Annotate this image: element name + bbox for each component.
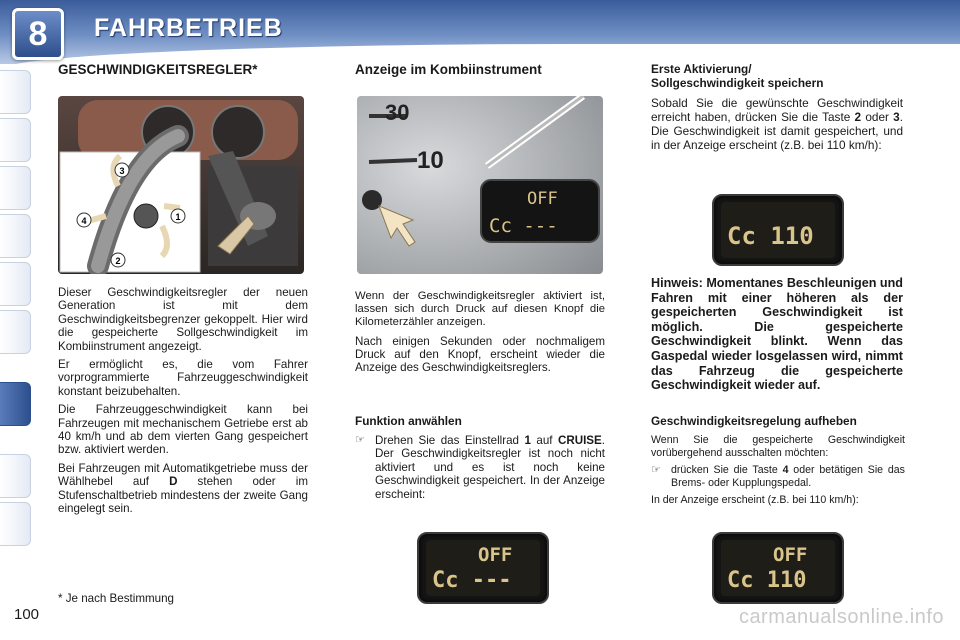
footnote: * Je nach Bestimmung xyxy=(58,592,174,605)
cancel-section xyxy=(651,414,905,512)
left-body-text xyxy=(58,286,308,521)
chapter-tab[interactable] xyxy=(0,454,31,498)
page-number: 100 xyxy=(14,606,40,623)
paragraph: Sobald Sie die gewünschte Geschwindigkeit erreicht haben, drücken Sie die Taste 2 oder 3. Die Geschwindigkeit ist damit gespeichert, und in der Anzeige erscheint (z.B. bei 110 km/h): xyxy=(651,96,904,152)
paragraph: Er ermöglicht es, die vom Fahrer vorprogrammierte Fahrzeuggeschwindigkeit konstant beizubehalten. xyxy=(58,358,308,398)
chapter-tab[interactable] xyxy=(0,262,31,306)
gauge-label-30: 30 xyxy=(385,100,410,125)
paragraph: Wenn der Geschwindigkeitsregler aktiviert ist, lassen sich durch Druck auf diesen Knopf die Kilometerzähler anzeigen. xyxy=(355,290,605,329)
section-heading-instrument-display: Anzeige im Kombiinstrument xyxy=(355,62,542,77)
instrument-cluster-image xyxy=(357,96,603,274)
paragraph: Bei Fahrzeugen mit Automatikgetriebe muss der Wählhebel auf D stehen oder im Stufenschaltbetrieb mindestens der zweite Gang eingelegt sein. xyxy=(58,461,308,516)
chapter-title: FAHRBETRIEB xyxy=(94,14,283,42)
subsection-heading: Funktion anwählen xyxy=(355,414,462,428)
diagram-label-1: 1 xyxy=(175,212,181,222)
lcd-display-off xyxy=(417,532,549,604)
chapter-tab[interactable] xyxy=(0,310,31,354)
diagram-label-2: 2 xyxy=(115,256,121,266)
lcd-line1: OFF xyxy=(478,544,513,566)
lcd-display-stored-speed xyxy=(712,194,844,266)
bullet-text: drücken Sie die Taste 4 oder betätigen Sie das Brems- oder Kupplungspedal. xyxy=(671,464,905,489)
select-function-section xyxy=(355,414,605,501)
right-first-activation-section xyxy=(651,62,903,157)
instruction-bullet xyxy=(355,434,605,501)
chapter-tab[interactable] xyxy=(0,502,31,546)
lcd-line1: OFF xyxy=(773,544,808,566)
lcd-display-off-stored xyxy=(712,532,844,604)
hint-note xyxy=(651,276,903,393)
photo-lcd-line2: Cc --- xyxy=(489,215,558,237)
lcd-line2: Cc --- xyxy=(432,568,512,593)
hint-label: Hinweis: xyxy=(651,276,703,290)
section-heading-cruise-control: GESCHWINDIGKEITSREGLER* xyxy=(58,62,258,77)
paragraph: Dieser Geschwindigkeitsregler der neuen Generation ist mit dem Geschwindigkeitsbegrenzer gekoppelt. Hier wird die gespeicherte Sollgeschwindigkeit im Kombiinstrument angezeigt. xyxy=(58,286,308,353)
steering-column-stalk-image xyxy=(58,96,304,274)
chapter-tabs xyxy=(0,70,34,570)
chapter-tab[interactable] xyxy=(0,118,31,162)
diagram-label-3: 3 xyxy=(119,166,125,176)
paragraph: In der Anzeige erscheint (z.B. bei 110 km/h): xyxy=(651,494,859,507)
hint-text: Momentanes Beschleunigen und Fahren mit einer höheren als der gespeicherten Geschwindigkeit ist möglich. Die gespeicherte Geschwindigkeit blinkt. Wenn das Gaspedal wieder losgelassen wird, nimmt das Fahrzeug die gespeicherte Geschwindigkeit wieder auf. xyxy=(651,276,903,393)
paragraph: Die Fahrzeuggeschwindigkeit kann bei Fahrzeugen mit mechanischem Getriebe erst ab 40 km/h und ab dem vierten Gang gespeichert bzw. aktiviert werden. xyxy=(58,403,308,457)
photo-lcd-line1: OFF xyxy=(527,189,558,209)
chapter-tab[interactable] xyxy=(0,166,31,210)
chapter-number-badge: 8 xyxy=(12,8,64,60)
subsection-heading: Erste Aktivierung/ Sollgeschwindigkeit speichern xyxy=(651,62,824,90)
instruction-bullet xyxy=(651,464,905,489)
chapter-tab-active[interactable] xyxy=(0,382,31,426)
lcd-line: Cc 110 xyxy=(727,222,814,250)
middle-body-text xyxy=(355,290,605,380)
lcd-line2: Cc 110 xyxy=(727,568,807,593)
chapter-tab[interactable] xyxy=(0,214,31,258)
bullet-text: Drehen Sie das Einstellrad 1 auf CRUISE. Der Geschwindigkeitsregler ist noch nicht aktiviert und es ist noch keine Geschwindigkeit gespeichert. In der Anzeige erscheint: xyxy=(375,434,605,501)
gauge-label-10: 10 xyxy=(417,147,444,174)
paragraph: Wenn Sie die gespeicherte Geschwindigkeit vorübergehend ausschalten möchten: xyxy=(651,434,905,459)
watermark: carmanualsonline.info xyxy=(738,606,944,628)
paragraph: Nach einigen Sekunden oder nochmaligem Druck auf den Knopf, erscheint wieder die Anzeige des Geschwindigkeitsreglers. xyxy=(355,334,605,375)
subsection-heading: Geschwindigkeitsregelung aufheben xyxy=(651,414,857,428)
diagram-label-4: 4 xyxy=(81,216,87,226)
chapter-tab[interactable] xyxy=(0,70,31,114)
pointing-hand-icon: ☞ xyxy=(355,434,365,446)
pointing-hand-icon: ☞ xyxy=(651,464,661,477)
